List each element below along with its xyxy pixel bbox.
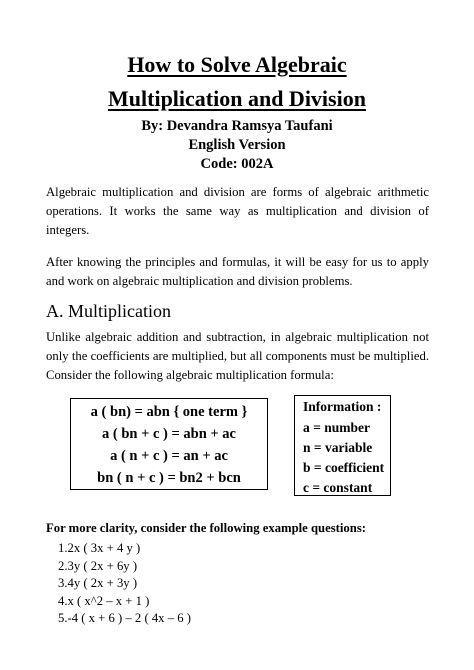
list-item: 3.4y ( 2x + 3y ) [58,576,138,590]
intro-paragraph-2: After knowing the principles and formulas, it will be easy for us to apply and work on algebraic multiplication and division problems. [46,255,429,288]
formula-box [70,398,268,490]
multiplication-paragraph: Unlike algebraic addition and subtraction, in algebraic multiplication not only the coefficients are multiplied, but all components must be multiplied. Consider the following algebraic multiplication formula: [46,330,429,382]
formula-line: a ( bn + c ) = abn + ac [102,426,236,442]
information-title: Information : [303,399,382,414]
formula-line: a ( bn) = abn { one term } [90,404,248,420]
information-box [294,395,391,496]
document-title-line-1: How to Solve Algebraic [127,52,347,77]
formula-line: a ( n + c ) = an + ac [110,448,228,464]
formula-line: bn ( n + c ) = bn2 + bcn [97,470,241,486]
information-item: n = variable [303,440,373,455]
information-item: c = constant [303,480,373,495]
list-item: 1.2x ( 3x + 4 y ) [58,541,141,555]
examples-intro: For more clarity, consider the following example questions: [46,521,366,535]
code-line: Code: 002A [200,156,274,172]
document-title-line-2: Multiplication and Division [108,86,366,111]
information-item: b = coefficient [303,460,385,475]
version-line: English Version [188,137,286,153]
list-item: 2.3y ( 2x + 6y ) [58,558,138,573]
list-item: 4.x ( x^2 – x + 1 ) [58,593,150,608]
list-item: 5.-4 ( x + 6 ) – 2 ( 4x – 6 ) [58,611,191,625]
example-list [58,540,191,628]
author-line: By: Devandra Ramsya Taufani [141,118,333,134]
section-heading-multiplication: A. Multiplication [46,301,171,321]
information-item: a = number [303,420,370,435]
intro-paragraph-1: Algebraic multiplication and division are forms of algebraic arithmetic operations. It works the same way as multiplication and division of integers. [46,185,429,237]
